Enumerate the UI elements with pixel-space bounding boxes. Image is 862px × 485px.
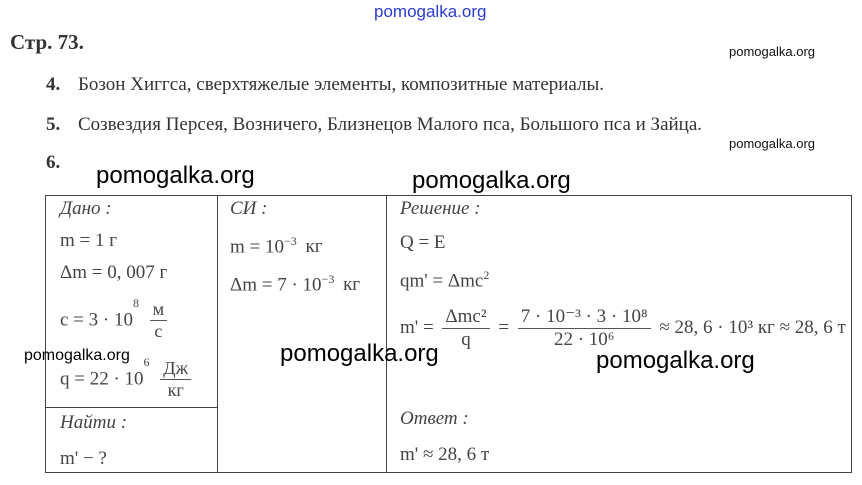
item-5-text: Созвездия Персея, Возничего, Близнецов Малого пса, Большого пса и Зайца. bbox=[78, 114, 703, 135]
watermark-right-2: pomogalka.org bbox=[729, 136, 815, 151]
item-6-number: 6. bbox=[46, 152, 61, 173]
solution-eq3: m' = $\frac{\text{Δmc²}}{q}$ = $\frac{\text{7 · 10⁻³ · 3 · 10⁸}}{\text{22 · 10⁶}}$ ≈ 28, 6 · 10³ кг ≈ 28, 6 т bbox=[400, 305, 846, 350]
watermark-big-3: pomogalka.org bbox=[280, 340, 439, 367]
given-mass: m = 1 г bbox=[60, 230, 118, 251]
solution-eq1: Q = E bbox=[400, 232, 446, 253]
solution-title: Решение : bbox=[400, 198, 481, 219]
watermark-right-1: pomogalka.org bbox=[729, 44, 815, 59]
answer-value: m' ≈ 28, 6 т bbox=[400, 444, 490, 465]
given-speed-of-light: $c = 3 \cdot 10^8$ $\frac{м}{с}$ bbox=[60, 296, 167, 342]
page-heading: Стр. 73. bbox=[10, 30, 84, 54]
item-4-number: 4. bbox=[46, 74, 61, 95]
watermark-big-4: pomogalka.org bbox=[596, 347, 755, 374]
watermark-big-2: pomogalka.org bbox=[412, 167, 571, 194]
si-mass: $m = 10^{-3}$ кг bbox=[230, 234, 323, 258]
watermark-left: pomogalka.org bbox=[24, 347, 130, 364]
si-mass-defect: $\Delta m = 7 \cdot 10^{-3}$ кг bbox=[230, 272, 361, 296]
watermark-top: pomogalka.org bbox=[374, 2, 487, 21]
solution-eq2: qm' = Δmc$^2$ bbox=[400, 268, 490, 292]
item-5-number: 5. bbox=[46, 114, 61, 135]
given-heat-of-combustion: $q = 22 \cdot 10^6$ $\frac{Дж}{кг}$ bbox=[60, 355, 191, 401]
si-title: СИ : bbox=[230, 198, 268, 219]
find-value: m' − ? bbox=[60, 448, 107, 469]
item-4-text: Бозон Хиггса, сверхтяжелые элементы, композитные материалы. bbox=[78, 74, 605, 95]
given-mass-defect: Δm = 0, 007 г bbox=[60, 262, 168, 283]
answer-title: Ответ : bbox=[400, 408, 469, 429]
watermark-big-1: pomogalka.org bbox=[96, 162, 255, 189]
find-title: Найти : bbox=[60, 412, 128, 433]
given-title: Дано : bbox=[60, 198, 112, 219]
